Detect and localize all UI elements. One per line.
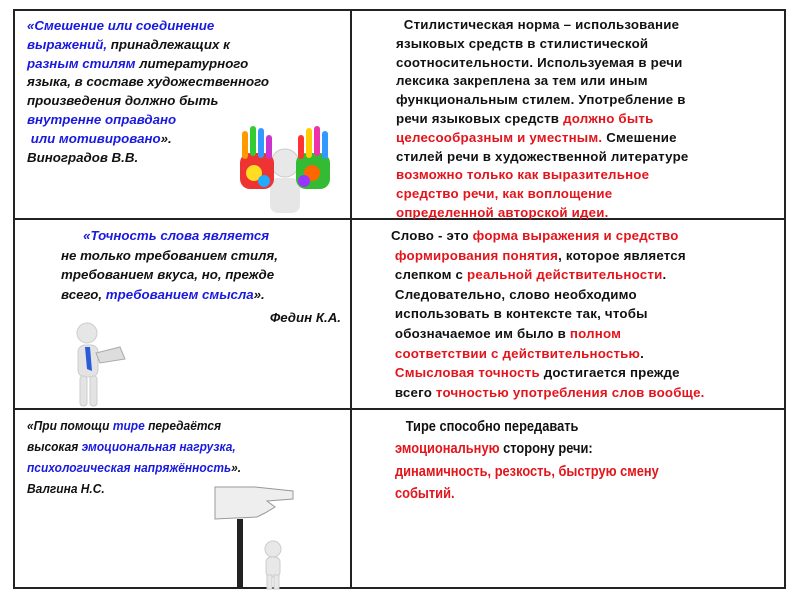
text-segment: всего <box>391 384 436 400</box>
highlighted-text-segment: «Точность слова является <box>61 228 270 243</box>
text-line <box>61 246 341 266</box>
text-line <box>27 415 241 436</box>
text-segment: стилей речи в художественной литературе <box>396 148 689 164</box>
text-segment: высокая <box>27 439 82 454</box>
highlighted-text-segment: средство речи, как воплощение <box>396 186 613 202</box>
text-line <box>391 344 705 364</box>
text-line <box>391 246 705 266</box>
text-line <box>391 383 705 403</box>
text-segment: не только требованием стиля, <box>61 247 278 263</box>
text-line <box>396 72 689 91</box>
text-line <box>27 92 269 111</box>
text-segment: Виноградов В.В. <box>27 149 139 165</box>
text-segment: , которое является <box>558 247 686 263</box>
man-reading-book-image <box>70 321 140 411</box>
pointing-sign-image <box>185 479 335 591</box>
text-line <box>396 185 689 204</box>
text-line <box>396 110 689 129</box>
highlighted-text-segment: реальной действительности <box>467 267 663 283</box>
highlighted-text-segment: эмоциональную <box>395 441 500 458</box>
highlighted-text-segment: выражений, <box>27 36 108 52</box>
highlighted-text-segment: эмоциональная нагрузка, <box>81 439 236 454</box>
text-line <box>395 416 659 438</box>
text-line <box>61 285 341 305</box>
text-line <box>396 91 689 110</box>
highlighted-text-segment: требованием смысла <box>105 287 254 303</box>
highlighted-text-segment: динамичность, резкость, быструю смену <box>395 463 659 480</box>
text-segment: достигается прежде <box>539 365 680 381</box>
text-segment: обозначаемое им было в <box>391 325 570 341</box>
text-segment: принадлежащих к <box>107 36 230 52</box>
text-line <box>395 438 659 460</box>
highlighted-text-segment: точностью употребления слов вообще. <box>435 384 705 400</box>
text-line <box>395 461 659 483</box>
text-segment: ». <box>160 130 172 146</box>
text-segment: произведения должно быть <box>27 93 219 109</box>
text-segment: передаётся <box>144 418 222 433</box>
explanation-word-precision <box>391 226 705 402</box>
highlighted-text-segment: формирования понятия <box>391 247 559 263</box>
highlighted-text-segment: определенной авторской идеи. <box>396 204 609 220</box>
text-segment: соотносительности. Используемая в речи <box>396 54 683 70</box>
column-divider <box>350 11 352 587</box>
highlighted-text-segment: разным стилям <box>27 55 136 71</box>
text-line <box>27 17 269 36</box>
text-segment: функциональным стилем. Употребление в <box>396 92 686 108</box>
text-segment: требованием вкуса, но, прежде <box>61 267 275 283</box>
text-line <box>396 54 689 73</box>
highlighted-text-segment: полном <box>569 325 622 341</box>
text-line <box>396 35 689 54</box>
highlighted-text-segment: «Смешение или соединение <box>27 18 215 33</box>
text-segment: Следовательно, слово необходимо <box>391 286 637 302</box>
text-segment: . <box>640 345 644 361</box>
quote-fedin <box>61 226 341 328</box>
explanation-stylistic-norm <box>396 16 689 223</box>
text-segment: Тире способно передавать <box>395 419 579 435</box>
highlighted-text-segment: соответствии с действительностью <box>391 345 641 361</box>
text-line <box>27 55 269 74</box>
highlighted-text-segment: внутренне оправдано <box>27 111 177 127</box>
text-segment: . <box>662 267 667 283</box>
highlighted-text-segment: должно быть <box>563 110 654 126</box>
explanation-dash <box>395 416 659 506</box>
highlighted-text-segment: событий. <box>395 486 455 503</box>
text-line <box>391 324 705 344</box>
text-segment: Валгина Н.С. <box>27 481 105 496</box>
text-segment: слепком с <box>391 267 468 283</box>
colorful-hands-figure-image <box>230 123 340 213</box>
text-segment: речи языковых средств <box>396 110 564 126</box>
comparison-table <box>13 9 786 589</box>
text-line <box>396 166 689 185</box>
text-segment: «При помощи <box>27 418 113 433</box>
highlighted-text-segment: тире <box>112 418 145 433</box>
highlighted-text-segment: целесообразным и уместным. <box>396 129 603 145</box>
text-line <box>396 204 689 223</box>
text-line <box>27 73 269 92</box>
text-line <box>391 265 705 285</box>
text-line <box>396 129 689 148</box>
text-line <box>391 363 705 383</box>
text-line <box>396 148 689 167</box>
text-line <box>27 436 241 457</box>
text-segment: всего, <box>61 287 106 303</box>
text-line <box>396 16 689 35</box>
text-line <box>27 457 241 478</box>
text-line <box>395 483 659 505</box>
text-segment: литературного <box>135 55 249 71</box>
text-segment: Федин К.А. <box>269 309 341 325</box>
highlighted-text-segment: Смысловая точность <box>391 365 540 381</box>
text-segment: ». <box>253 287 265 303</box>
text-line <box>391 226 705 246</box>
highlighted-text-segment: форма выражения и средство <box>472 228 679 243</box>
text-segment: использовать в контексте так, чтобы <box>391 306 648 322</box>
text-segment: языковых средств в стилистической <box>396 35 649 51</box>
text-segment: Смешение <box>602 129 677 145</box>
highlighted-text-segment: возможно только как выразительное <box>396 167 650 183</box>
text-segment: Слово - это <box>391 228 473 243</box>
highlighted-text-segment: или мотивировано <box>27 130 161 146</box>
text-segment: сторону речи: <box>499 441 593 458</box>
text-line <box>391 304 705 324</box>
text-segment: языка, в составе художественного <box>27 74 269 90</box>
text-line <box>61 226 341 246</box>
text-line <box>61 265 341 285</box>
highlighted-text-segment: психологическая напряжённость <box>27 460 232 475</box>
text-segment: Стилистическая норма – использование <box>396 17 680 32</box>
text-segment: лексика закреплена за тем или иным <box>396 73 648 89</box>
text-segment: ». <box>231 460 242 475</box>
text-line <box>391 285 705 305</box>
text-line <box>27 36 269 55</box>
